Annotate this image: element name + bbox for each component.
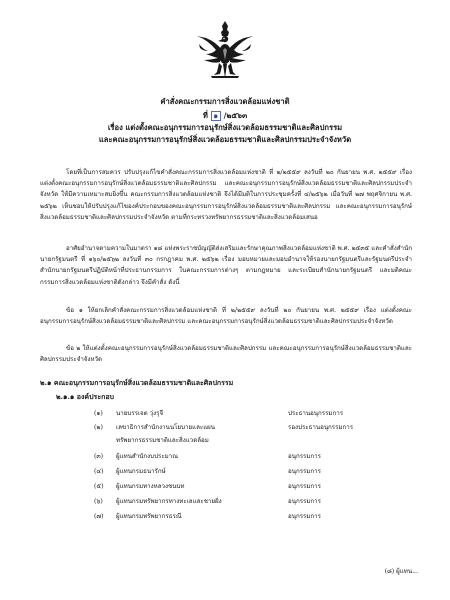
member-row — [94, 422, 424, 433]
member-row — [94, 511, 424, 522]
member-row — [94, 451, 424, 462]
order-number-prefix: ที่ — [202, 111, 208, 120]
member-number: (๒) — [94, 424, 103, 431]
order-subject-line-2: และคณะอนุกรรมการอนุรักษ์สิ่งแวดล้อมธรรมชาติและศิลปกรรมประจำจังหวัด — [98, 135, 352, 144]
order-number-year: /๒๕๖๓ — [223, 111, 248, 120]
member-position: ประธานอนุกรรมการ — [288, 410, 344, 417]
member-row — [94, 496, 424, 507]
member-row — [94, 466, 424, 477]
member-number: (๑) — [94, 410, 103, 417]
member-name: ผู้แทนกรมทรัพยากรธรณี — [116, 513, 182, 520]
member-position: อนุกรรมการ — [288, 498, 321, 505]
paragraph-clause-1: ข้อ ๑ ให้ยกเลิกคำสั่งคณะกรรมการสิ่งแวดล้อมแห่งชาติ ที่ ๒/๒๕๕๙ ลงวันที่ ๒๐ กันยายน พ.ศ. ๒๕๕๙ เรื่อง แต่งตั้งคณะอนุกรรมการอนุรักษ์สิ่งแวดล้อมธรรมชาติและศิลปกรรม และคณะอนุกรรมการอนุรักษ์สิ่งแวดล้อมธรรมชาติและศิลปกรรมประจำจังหวัด — [40, 307, 412, 326]
member-position: อนุกรรมการ — [288, 468, 321, 475]
member-position: รองประธานอนุกรรมการ — [288, 424, 354, 431]
member-name: ผู้แทนกรมธนารักษ์ — [116, 468, 166, 475]
order-subject-line-1: เรื่อง แต่งตั้งคณะอนุกรรมการอนุรักษ์สิ่งแวดล้อมธรรมชาติและศิลปกรรม — [107, 123, 343, 132]
paragraph-clause-2: ข้อ ๒ ให้แต่งตั้งคณะอนุกรรมการอนุรักษ์สิ่งแวดล้อมธรรมชาติและศิลปกรรม และคณะอนุกรรมการอนุรักษ์สิ่งแวดล้อมธรรมชาติและศิลปกรรมประจำจังหวัด — [40, 345, 412, 364]
section-heading: ๒.๑ คณะอนุกรรมการอนุรักษ์สิ่งแวดล้อมธรรมชาติและศิลปกรรม — [40, 378, 234, 387]
member-position: อนุกรรมการ — [288, 453, 321, 460]
paragraph-preamble: โดยที่เป็นการสมควร ปรับปรุงแก้ไขคำสั่งคณะกรรมการสิ่งแวดล้อมแห่งชาติ ที่ ๒/๒๕๕๙ ลงวันที่ ๒๐ กันยายน พ.ศ. ๒๕๕๙ เรื่อง แต่งตั้งคณะอนุกรรมการอนุรักษ์สิ่งแวดล้อมธรรมชาติและศิลปกรรม และคณะอนุกรรมการอนุรักษ์สิ่งแวดล้อมธรรมชาติและศิลปกรรมประจำจังหวัด ให้มีความเหมาะสมยิ่งขึ้น คณะกรรมการสิ่งแวดล้อมแห่งชาติ จึงได้มีมติในการประชุมครั้งที่ ๔/๒๕๖๒ เมื่อวันที่ ๒๗ พฤศจิกายน พ.ศ. ๒๕๖๒ เห็นชอบให้ปรับปรุงแก้ไของค์ประกอบของคณะอนุกรรมการอนุรักษ์สิ่งแวดล้อมธรรมชาติและศิลปกรรม และคณะอนุกรรมการอนุรักษ์สิ่งแวดล้อมธรรมชาติและศิลปกรรมประจำจังหวัด ตามที่กระทรวงทรัพยากรธรรมชาติและสิ่งแวดล้อมเสนอ — [40, 169, 412, 221]
member-position: อนุกรรมการ — [288, 513, 321, 520]
member-row — [94, 481, 424, 492]
member-name: นายบรรเจต วุ่งรุจี — [116, 410, 164, 417]
section-subheading: ๒.๑.๑ องค์ประกอบ — [56, 392, 114, 401]
member-name: ผู้แทนสำนักงบประมาณ — [116, 453, 178, 460]
paragraph-authority: อาศัยอำนาจตามความในมาตรา ๑๘ แห่งพระราชบัญญัติส่งเสริมและรักษาคุณภาพสิ่งแวดล้อมแห่งชาติ พ.ศ. ๒๕๓๕ และคำสั่งสำนักนายกรัฐมนตรี ที่ ๑๖๐/๒๕๖๒ ลงวันที่ ๓๐ กรกฎาคม พ.ศ. ๒๕๖๒ เรื่อง มอบหมายและมอบอำนาจให้รองนายกรัฐมนตรีและรัฐมนตรีประจำสำนักนายกรัฐมนตรีปฏิบัติหน้าที่ประธานกรรมการ ในคณะกรรมการต่างๆ ตามกฎหมาย และระเบียบสำนักนายกรัฐมนตรี และมติคณะกรรมการสิ่งแวดล้อมแห่งชาติดังกล่าว จึงมีคำสั่ง ดังนี้ — [40, 245, 412, 286]
member-name: ผู้แทนกรมทรัพยากรทางทะเลและชายฝั่ง — [116, 498, 222, 505]
order-number-stamp: ๑ — [211, 111, 221, 121]
member-number: (๔) — [94, 468, 104, 475]
member-number: (๓) — [94, 453, 104, 460]
member-number: (๖) — [94, 498, 103, 505]
member-position: อนุกรรมการ — [288, 483, 321, 490]
member-name: เลขาธิการสำนักงานนโยบายและแผน — [116, 424, 216, 431]
order-title: คำสั่งคณะกรรมการสิ่งแวดล้อมแห่งชาติ — [160, 97, 290, 106]
member-number: (๗) — [94, 513, 104, 520]
member-name: ทรัพยากรธรรมชาติและสิ่งแวดล้อม — [116, 437, 209, 444]
member-number: (๕) — [94, 483, 104, 490]
garuda-emblem — [194, 20, 256, 82]
page-continuation: (๘) ผู้แทน... — [384, 568, 418, 575]
member-name: ผู้แทนกรมทางหลวงชนบท — [116, 483, 185, 490]
order-number — [0, 110, 450, 122]
member-row-continuation — [94, 435, 424, 446]
member-row — [94, 408, 424, 419]
